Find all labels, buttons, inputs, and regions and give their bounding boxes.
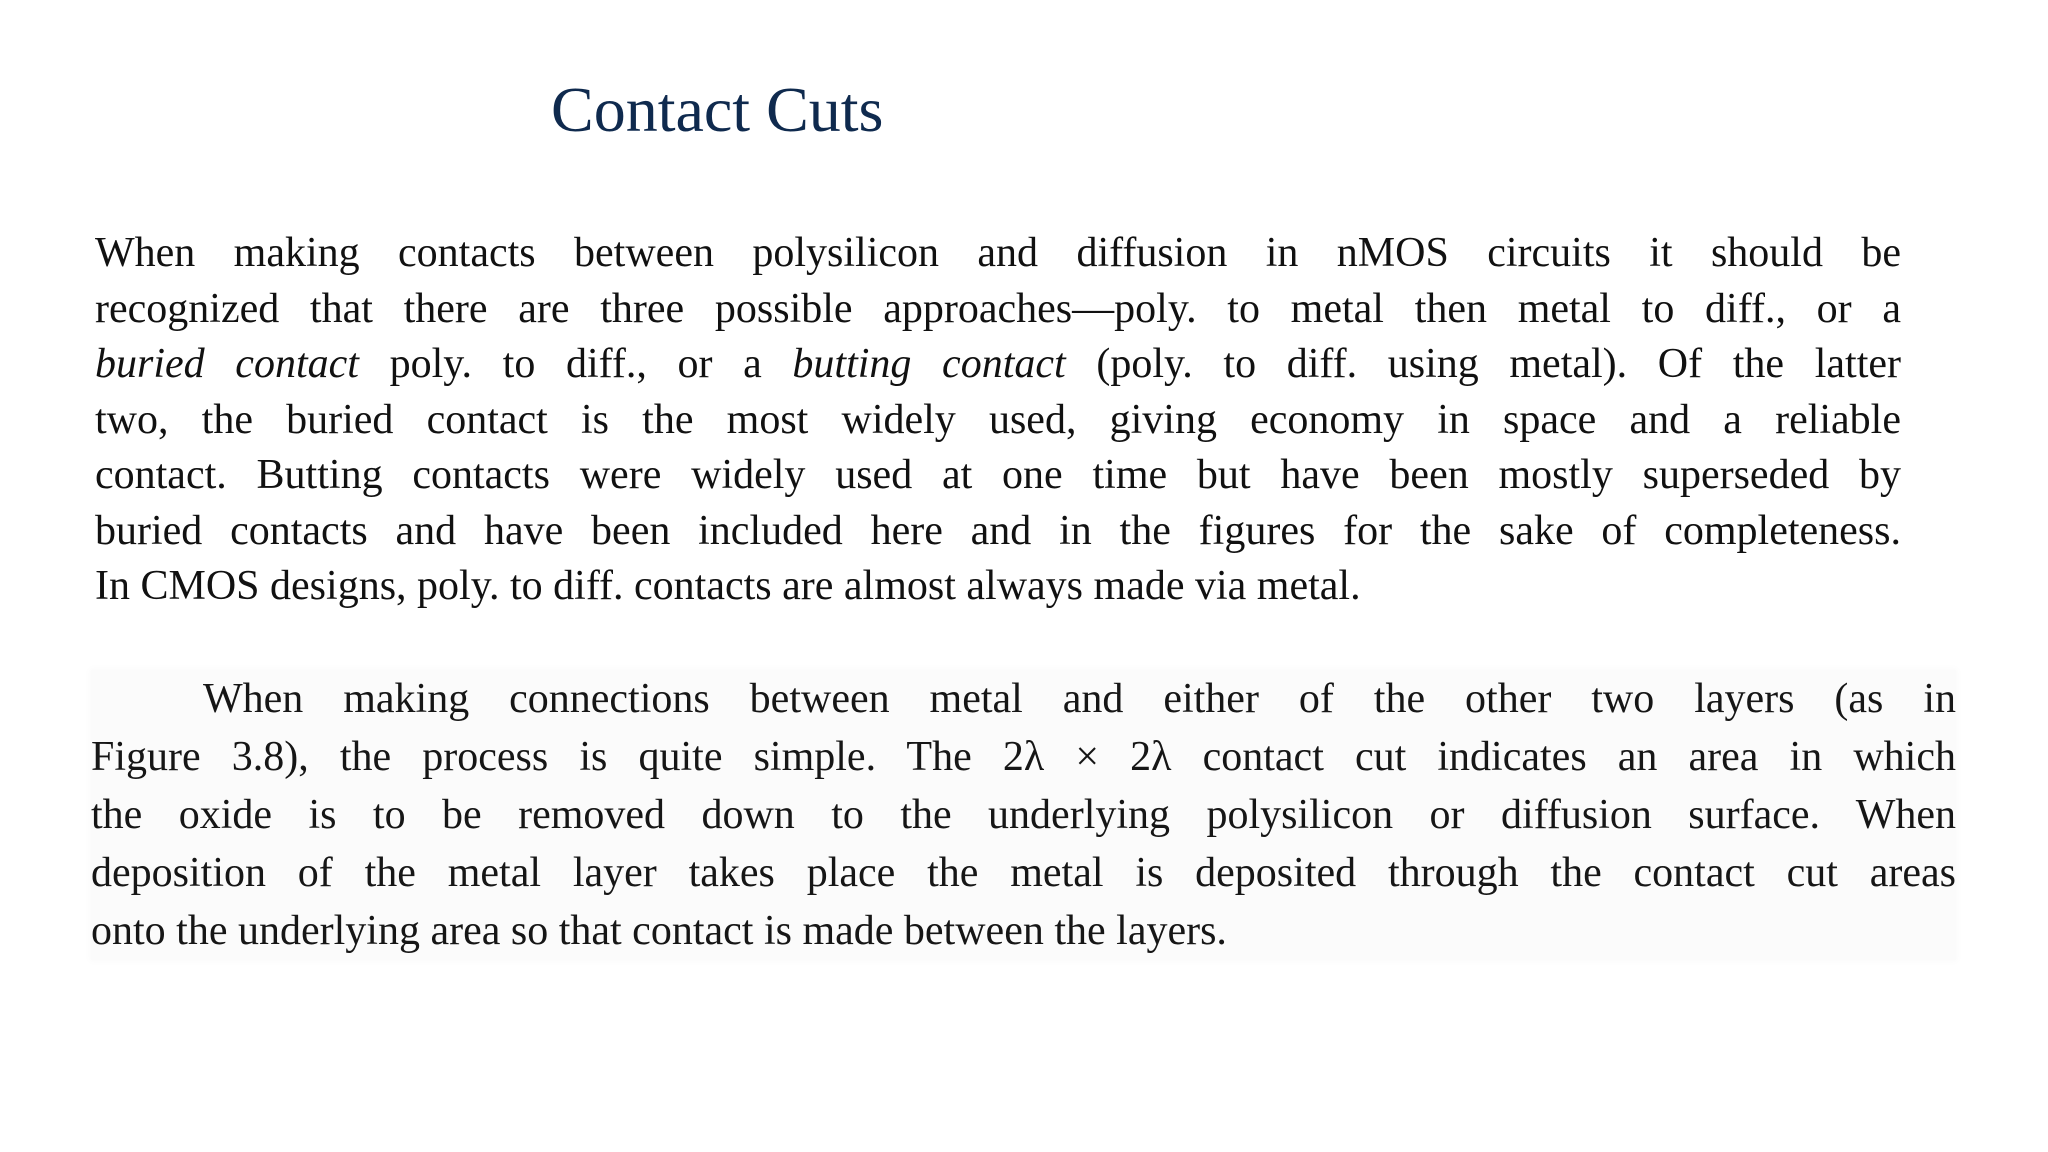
text-line: recognized that there are three possible approaches—poly. to metal then metal to diff., or a xyxy=(95,285,1901,332)
paragraph-buried-contacts xyxy=(95,226,1901,615)
text-segment: poly. to diff., or a xyxy=(358,341,793,387)
paragraph-metal-connections xyxy=(91,670,1956,960)
text-line: When making connections between metal and either of the other two layers (as in xyxy=(203,676,1956,722)
text-line: two, the buried contact is the most widely used, giving economy in space and a reliable xyxy=(95,396,1901,443)
term-buried-contact: buried contact xyxy=(95,341,359,387)
text-line: When making contacts between polysilicon and diffusion in nMOS circuits it should be xyxy=(95,230,1901,276)
text-segment: (poly. to diff. using metal). Of the latter xyxy=(1065,341,1901,387)
text-line: deposition of the metal layer takes place the metal is deposited through the contact cut areas xyxy=(91,850,1956,896)
text-line: the oxide is to be removed down to the underlying polysilicon or diffusion surface. When xyxy=(91,792,1956,838)
text-line: buried contacts and have been included here and in the figures for the sake of completeness. xyxy=(95,507,1901,554)
term-butting-contact: butting contact xyxy=(792,341,1066,387)
text-line: Figure 3.8), the process is quite simple. The 2λ × 2λ contact cut indicates an area in which xyxy=(91,734,1956,780)
text-line: onto the underlying area so that contact is made between the layers. xyxy=(91,908,1227,954)
text-line: contact. Butting contacts were widely used at one time but have been mostly superseded by xyxy=(95,452,1901,498)
text-line: In CMOS designs, poly. to diff. contacts are almost always made via metal. xyxy=(95,563,1361,609)
slide-title: Contact Cuts xyxy=(551,74,884,145)
text-line xyxy=(95,337,1901,393)
